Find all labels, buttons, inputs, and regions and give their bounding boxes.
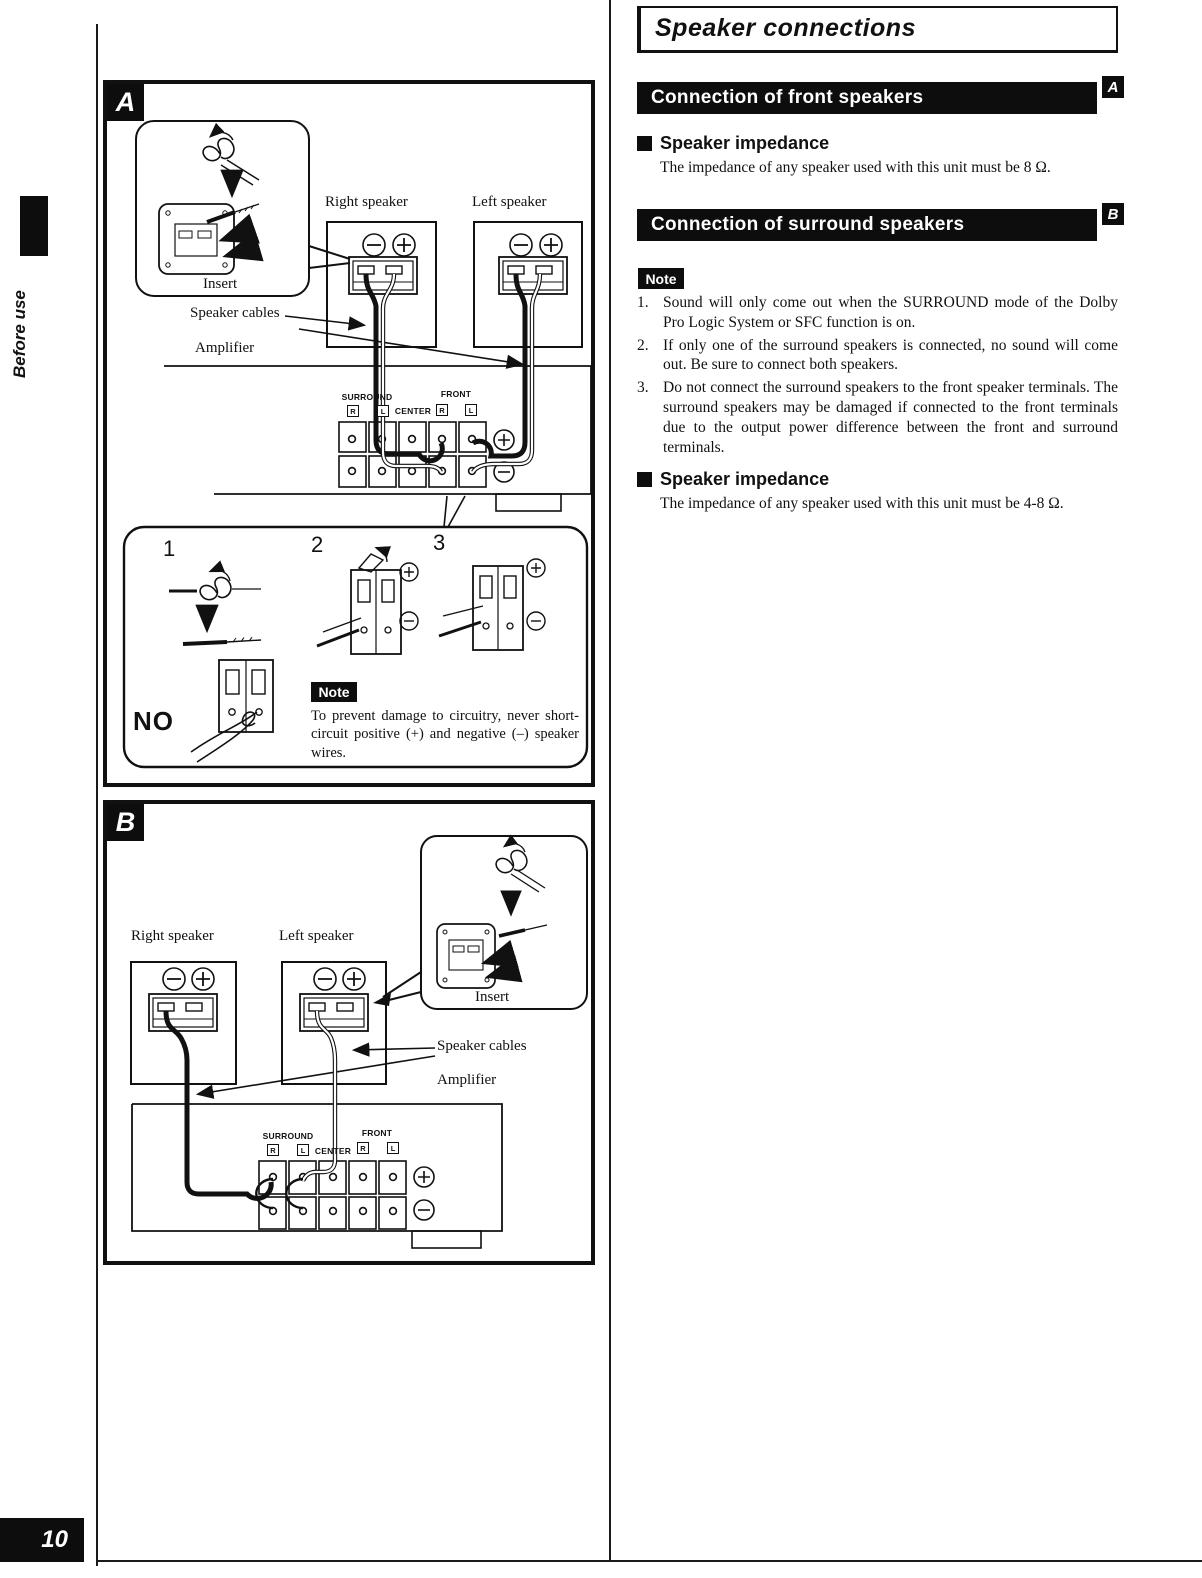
page-number: 10: [41, 1526, 68, 1553]
page-number-badge: [0, 1518, 84, 1562]
step-number-2: 2: [311, 532, 324, 557]
minus-terminal-icon: [163, 968, 185, 990]
terminal-step3-icon: [439, 566, 523, 650]
note-item-2: [637, 336, 1118, 376]
right-speaker-label: Right speaker: [325, 194, 408, 210]
terminal-badge-l: L: [387, 1142, 399, 1154]
column-divider: [609, 0, 611, 1562]
square-bullet-icon: [637, 136, 652, 151]
terminal-badge-l: L: [297, 1144, 309, 1156]
plus-terminal-icon: [494, 430, 514, 450]
right-speaker-label: Right speaker: [131, 928, 214, 944]
impedance-text-surround: The impedance of any speaker used with this unit must be 4-8 Ω.: [660, 495, 1064, 512]
speaker-back-panel-icon: [159, 204, 253, 274]
terminal-badge-l: L: [377, 405, 389, 417]
terminal-badge-r: R: [357, 1142, 369, 1154]
bottom-page-rule: [96, 1560, 1202, 1562]
sidebar-section-label: Before use: [10, 290, 29, 378]
section-header-front: [637, 82, 1097, 114]
minus-terminal-icon: [510, 234, 532, 256]
strip-wire-icon: [183, 637, 261, 644]
step-number-1: 1: [163, 536, 176, 561]
sidebar-tab: [20, 196, 48, 256]
note-badge: Note: [638, 268, 684, 289]
section-header-front-label: Connection of front speakers: [651, 87, 924, 108]
no-shortcircuit-icon: [191, 660, 273, 762]
minus-terminal-icon: [314, 968, 336, 990]
insert-arrow-icon: [225, 232, 245, 239]
terminal-label-center: CENTER: [394, 406, 432, 416]
insert-arrow-icon: [487, 956, 507, 962]
terminal-label-front: FRONT: [361, 1128, 393, 1138]
impedance-heading-front: [637, 133, 829, 154]
diagram-a: [103, 80, 595, 787]
terminal-badge-l: L: [465, 404, 477, 416]
left-speaker-label: Left speaker: [472, 194, 547, 210]
terminal-badge-r: R: [347, 405, 359, 417]
twist-wire-icon: [496, 843, 545, 892]
cable-pointer-arrow: [199, 1056, 435, 1094]
cable-pointer-arrow: [355, 1048, 435, 1050]
amplifier-label: Amplifier: [437, 1072, 497, 1088]
plus-terminal-icon: [192, 968, 214, 990]
insert-label: Insert: [203, 276, 238, 292]
impedance-heading-surround-label: Speaker impedance: [660, 469, 830, 489]
minus-terminal-icon: [414, 1200, 434, 1220]
plus-terminal-icon: [527, 559, 545, 577]
note-list: [637, 293, 1118, 461]
left-speaker-label: Left speaker: [279, 928, 354, 944]
terminal-label-surround: SURROUND: [341, 392, 393, 402]
plus-terminal-icon: [393, 234, 415, 256]
terminal-label-front: FRONT: [440, 389, 472, 399]
note-text: If only one of the surround speakers is connected, no sound will come out. Be sure to connect both speakers.: [663, 336, 1118, 374]
strip-wire-icon: [499, 925, 547, 936]
impedance-heading-front-label: Speaker impedance: [660, 133, 830, 153]
note-number: 1.: [637, 294, 649, 311]
plus-terminal-icon: [414, 1167, 434, 1187]
section-header-surround: [637, 209, 1097, 241]
diagram-a-badge: A: [107, 84, 144, 121]
diagram-b: [103, 800, 595, 1265]
section-badge-b: B: [1102, 203, 1124, 225]
terminal-label-surround: SURROUND: [262, 1131, 314, 1141]
note-number: 3.: [637, 379, 649, 397]
diagram-b-art: [107, 804, 591, 1261]
diagram-b-badge: B: [107, 804, 144, 841]
plus-terminal-icon: [343, 968, 365, 990]
no-label: NO: [133, 706, 174, 736]
note-item-1: [637, 293, 1118, 333]
strip-wire-icon: [207, 204, 259, 222]
insert-label: Insert: [475, 989, 510, 1005]
minus-terminal-icon: [363, 234, 385, 256]
diagram-note-text: To prevent damage to circuitry, never short-circuit positive (+) and negative (–) speaker wires.: [311, 708, 579, 761]
note-number: 2.: [637, 336, 649, 354]
callout-arrowhead: [373, 993, 391, 1006]
minus-terminal-icon: [527, 612, 545, 630]
terminal-step2-icon: [317, 548, 401, 654]
left-page-rule: [96, 24, 98, 1566]
twist-wire-icon: [169, 570, 261, 600]
insert-arrow-icon: [229, 248, 253, 255]
step-number-3: 3: [433, 530, 446, 555]
terminal-badge-r: R: [436, 404, 448, 416]
note-item-3: [637, 378, 1118, 457]
speaker-cable-left: [473, 274, 540, 472]
section-header-surround-label: Connection of surround speakers: [651, 214, 965, 235]
speaker-cable-right: [166, 1011, 273, 1208]
speaker-cable-right: [366, 274, 442, 472]
note-text: Do not connect the surround speakers to the front speaker terminals. The surround speakers may be damaged if connected to the front terminals due to the output power difference between the front and surround terminals.: [663, 379, 1118, 456]
speaker-cables-label: Speaker cables: [437, 1038, 527, 1054]
note-text: Sound will only come out when the SURROUND mode of the Dolby Pro Logic System or SFC function is on.: [663, 294, 1118, 331]
plus-terminal-icon: [540, 234, 562, 256]
section-badge-a: A: [1102, 76, 1124, 98]
diagram-note-badge: Note: [311, 682, 357, 702]
square-bullet-icon: [637, 472, 652, 487]
plus-terminal-icon: [400, 563, 418, 581]
minus-terminal-icon: [400, 612, 418, 630]
terminal-badge-r: R: [267, 1144, 279, 1156]
impedance-heading-surround: [637, 469, 829, 490]
cable-pointer-arrow: [285, 316, 363, 325]
terminal-label-center: CENTER: [314, 1146, 352, 1156]
speaker-cable-left: [286, 1011, 335, 1208]
amplifier-label: Amplifier: [195, 340, 255, 356]
speaker-cables-label: Speaker cables: [190, 305, 280, 321]
impedance-text-front: The impedance of any speaker used with this unit must be 8 Ω.: [660, 159, 1051, 176]
diagram-a-art: [107, 84, 591, 783]
page-title: Speaker connections: [655, 14, 916, 42]
